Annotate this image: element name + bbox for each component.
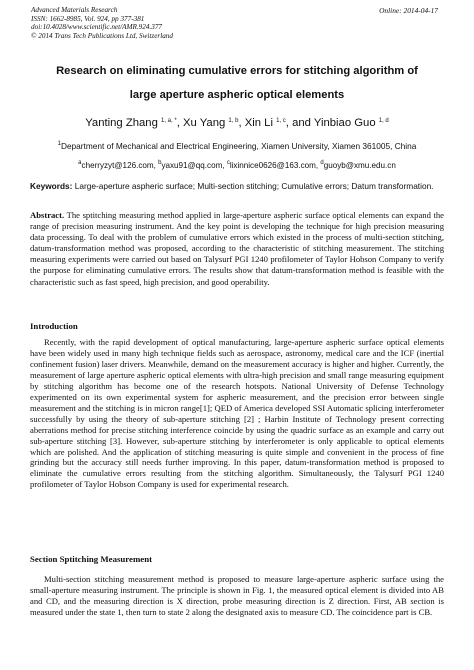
issn-line: ISSN: 1662-8985, Vol. 924, pp 377-381 — [31, 14, 145, 23]
keywords-text: Large-aperture aspheric surface; Multi-section stitching; Cumulative errors; Datum transformation. — [74, 181, 434, 191]
introduction-paragraph: Recently, with the rapid development of optical manufacturing, large-aperture aspheric surface optical elements have been widely used in many high technique fields such as aerospace, astronomy, medical care and the ICF (inertial confinement fusion) laser drivers. Meanwhile, demand on the measurement accuracy is higher and higher. Currently, the measurement of large aperture aspheric optical elements with ultra-high precision and small range measuring equipment by stitching algorithm has become one of the research hotspots. National University of Defense Technology experimented on its own experimental system for aspheric measurement, and the precision error between single measurement and the stitching is in micron range[1]; QED of America developed SSI Automatic splicing interferometer successfully by using the theory of sub-aperture stitching [2] ; Harbin Institute of Technology present correcting aberrations method for precise stitching interference coincide by using the quadric surface as an example and carry out sub-aperture stitching [3]. However, sub-aperture stitching by interferometer is only applicable to optical elements which are polished. And the application of stitching measuring is quite simple and convenient in the process of fine grinding but the accuracy still needs further improving. In this paper, datum-transformation method is proposed to eliminate the cumulative errors resulting from the stitching algorithm. Simultaneously, the Talysurf PGI 1240 profilometer of Taylor Hobson Company is used for experimental research. — [30, 337, 444, 490]
abstract-label: Abstract. — [30, 210, 65, 220]
author-name: Yanting Zhang — [85, 117, 158, 129]
keywords-label: Keywords: — [30, 181, 73, 191]
email-list: $^a$cherryzyt@126.com, $^b$yaxu91@qq.com, $^c$lixinnice0626@163.com, $^d$guoyb@xmu.edu.cn — [78, 160, 396, 170]
email-address: yaxu91@qq.com — [161, 161, 223, 170]
doi-line: doi:10.4028/www.scientific.net/AMR.924.377 — [31, 23, 163, 32]
author-list: Yanting Zhang $^{1, a, *}$, Xu Yang $^{1, b}$, Xin Li $^{1, c}$, and Yinbiao Guo $^{1, d}$ — [85, 117, 389, 129]
affiliation — [20, 141, 454, 151]
author-name: Xin Li — [244, 117, 273, 129]
author-affiliation-mark: 1, d — [378, 118, 389, 124]
copyright-line: © 2014 Trans Tech Publications Ltd, Switzerland — [31, 31, 173, 40]
author-affiliation-mark: 1, a, * — [161, 118, 177, 124]
email-address: guoyb@xmu.edu.cn — [323, 161, 396, 170]
email-address: cherryzyt@126.com — [81, 161, 154, 170]
author-name: Yinbiao Guo — [313, 117, 376, 129]
paper-title-line-1: Research on eliminating cumulative errors for stitching algorithm of — [56, 65, 418, 77]
affiliation-mark: 1 — [57, 141, 61, 147]
abstract — [30, 210, 444, 288]
email-address: lixinnice0626@163.com — [229, 161, 316, 170]
journal-header — [31, 6, 331, 40]
stitching-paragraph: Multi-section stitching measurement method is proposed to measure large-aperture aspheric surface using the small-aperture measuring instrument. The principle is shown in Fig. 1, the measured optical element is divided into AB and CD, and the measuring direction is X direction, probe measuring direction is Z direction. First, AB section is measured under the state 1, then turn to state 2 along the designated axis to measure CD. The coincidence part is CB. — [30, 574, 444, 617]
affiliation-text: Department of Mechanical and Electrical Engineering, Xiamen University, Xiamen 361005, China — [60, 141, 417, 151]
section-heading-introduction: Introduction — [30, 321, 78, 331]
author-affiliation-mark: 1, c — [276, 118, 286, 124]
author-name: Xu Yang — [182, 117, 226, 129]
journal-name: Advanced Materials Research — [31, 6, 118, 14]
section-heading-stitching: Section Sptitching Measurement — [30, 554, 153, 564]
keywords — [30, 181, 444, 193]
abstract-text: The sptitching measuring method applied in large-aperture aspheric surface optical elements can expand the range of precision measuring instrument. And the key point is developing the technique for high precision measuring data processing. To deal with the problem of cumulative errors which existed in the process of multi-section stitching, datum-transformation method was proposed, according to the characteristic of stitching measurement. The stitching measuring experiments were carried out based on Talysurf PGI 1240 profilometer of Taylor Hobson Company to verify the purpose for eliminating cumulative errors. The results show that datum-transformation method is feasible with the characteristic such as fast speed, high precision, and good operability. — [30, 210, 444, 287]
author-affiliation-mark: 1, b — [228, 118, 239, 124]
online-date: Online: 2014-04-17 — [379, 6, 438, 15]
paper-title-line-2: large aperture aspheric optical elements — [129, 89, 345, 101]
